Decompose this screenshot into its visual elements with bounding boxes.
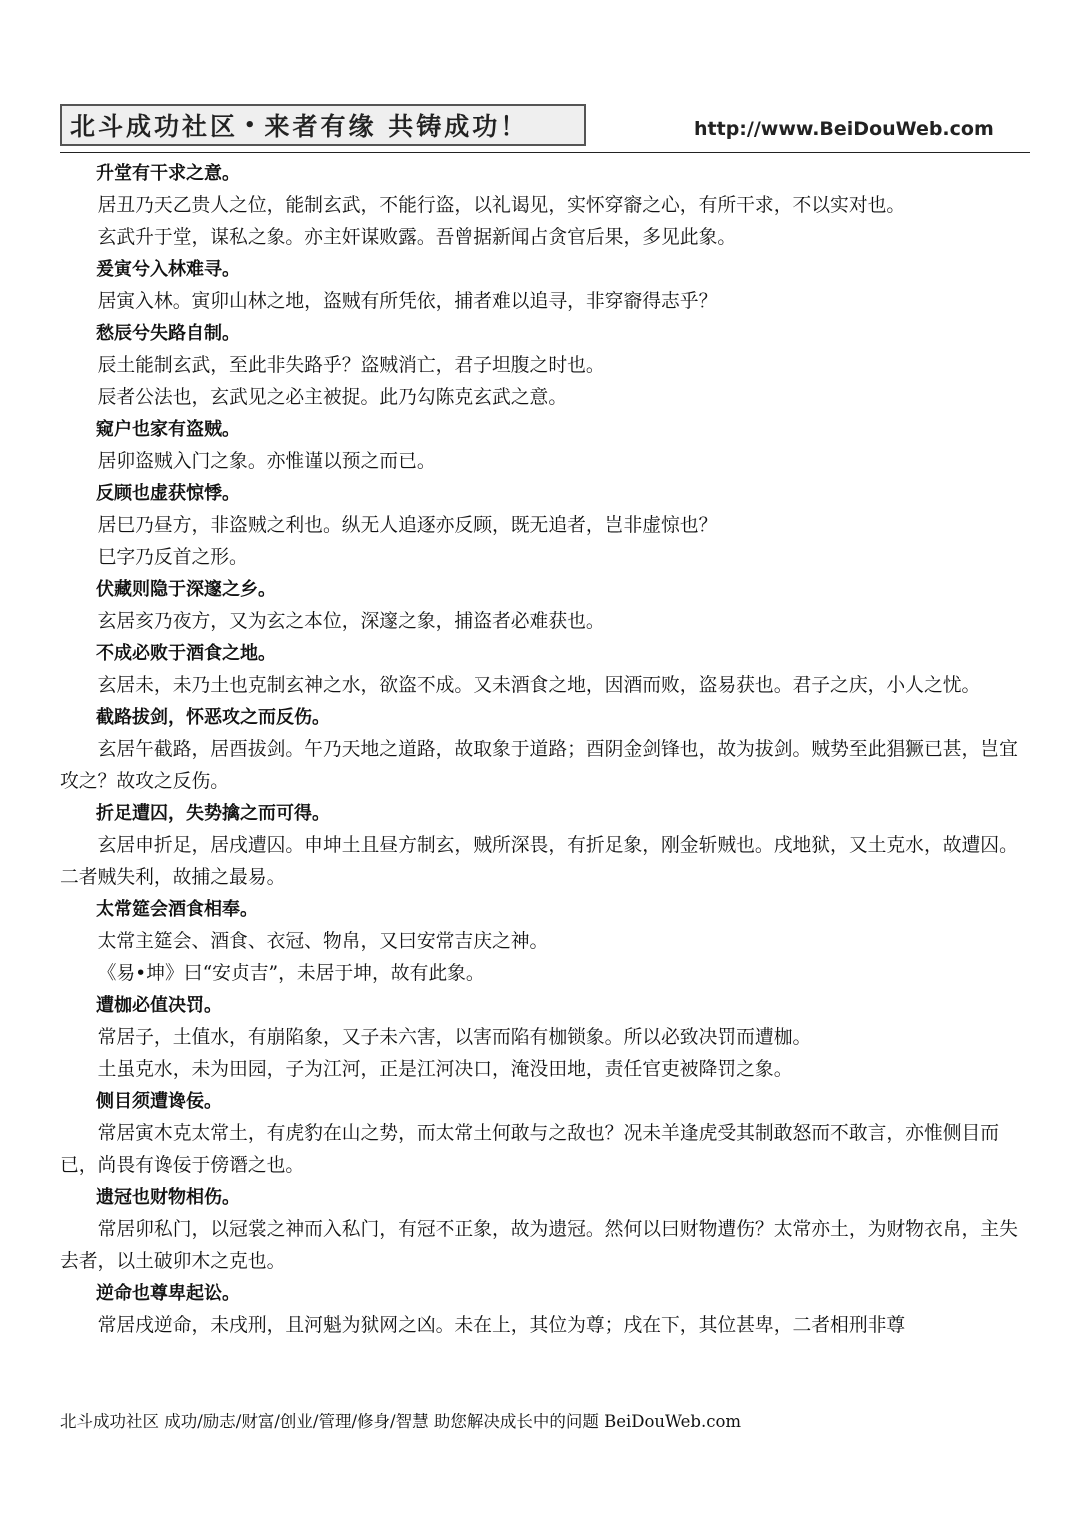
body-paragraph: 辰者公法也，玄武见之必主被捉。此乃勾陈克玄武之意。	[97, 387, 568, 408]
body-paragraph: 玄居亥乃夜方，又为玄之本位，深邃之象，捕盗者必难获也。	[97, 611, 605, 632]
body-paragraph: 常居卯私门，以冠裳之神而入私门，有冠不正象，故为遗冠。然何以曰财物遭伤？太常亦土，为财物衣帛，主失去者，以土破卯木之克也。	[60, 1219, 1018, 1272]
body-paragraph: 玄武升于堂，谋私之象。亦主奸谋败露。吾曾据新闻占贪官后果，多见此象。	[97, 227, 737, 248]
banner-separator: •	[244, 114, 259, 136]
body-paragraph: 辰土能制玄武，至此非失路乎？盗贼消亡，君子坦腹之时也。	[97, 355, 605, 376]
header-banner	[60, 104, 586, 146]
section-heading: 愁辰兮失路自制。	[96, 323, 240, 344]
section-heading: 窥户也家有盗贼。	[96, 419, 240, 440]
body-paragraph: 太常主筵会、酒食、衣冠、物帛，又曰安常吉庆之神。	[97, 931, 549, 952]
banner-slogan: 来者有缘 共铸成功！	[264, 112, 529, 141]
page-footer: 北斗成功社区 成功/励志/财富/创业/管理/修身/智慧 助您解决成长中的问题 BeiDouWeb.com	[60, 1412, 742, 1431]
section-heading: 爰寅兮入林难寻。	[96, 259, 240, 280]
section-heading: 反顾也虚获惊悸。	[96, 483, 240, 504]
section-heading: 伏藏则隐于深邃之乡。	[96, 579, 276, 600]
section-heading: 截路拔剑，怀恶攻之而反伤。	[96, 707, 330, 728]
banner-site-name: 北斗成功社区	[70, 112, 239, 141]
body-paragraph: 常居寅木克太常土，有虎豹在山之势，而太常土何敢与之敌也？况未羊逢虎受其制敢怒而不敢言，亦惟侧目而已，尚畏有谗佞于傍谮之也。	[60, 1123, 1000, 1176]
header-url[interactable]: http://www.BeiDouWeb.com	[694, 118, 994, 140]
body-paragraph: 居寅入林。寅卯山林之地，盗贼有所凭依，捕者难以追寻，非穿窬得志乎？	[97, 291, 718, 312]
section-heading: 遭枷必值决罚。	[96, 995, 222, 1016]
body-paragraph: 常居子，土值水，有崩陷象，又子未六害，以害而陷有枷锁象。所以必致决罚而遭枷。	[97, 1027, 812, 1048]
body-paragraph: 玄居午截路，居酉拔剑。午乃天地之道路，故取象于道路；酉阴金剑锋也，故为拔剑。贼势至此猖獗已甚，岂宜攻之？故攻之反伤。	[60, 739, 1018, 792]
body-paragraph: 居卯盗贼入门之象。亦惟谨以预之而已。	[97, 451, 436, 472]
body-paragraph: 玄居未，未乃土也克制玄神之水，欲盗不成。又未酒食之地，因酒而败，盗易获也。君子之庆，小人之忧。	[97, 675, 981, 696]
section-heading: 太常筵会酒食相奉。	[96, 899, 258, 920]
body-paragraph: 常居戌逆命，未戌刑，且河魁为狱网之凶。未在上，其位为尊；戌在下，其位甚卑，二者相刑非尊	[97, 1315, 906, 1336]
body-paragraph: 《易•坤》曰“安贞吉”，未居于坤，故有此象。	[97, 963, 485, 984]
section-heading: 折足遭囚，失势擒之而可得。	[96, 803, 330, 824]
document-body	[60, 158, 1028, 1342]
body-paragraph: 土虽克水，未为田园，子为江河，正是江河决口，淹没田地，责任官吏被降罚之象。	[97, 1059, 793, 1080]
body-paragraph: 居丑乃天乙贵人之位，能制玄武，不能行盗，以礼谒见，实怀穿窬之心，有所干求，不以实对也。	[97, 195, 906, 216]
section-heading: 逆命也尊卑起讼。	[96, 1283, 240, 1304]
section-heading: 升堂有干求之意。	[96, 163, 240, 184]
section-heading: 侧目须遭谗佞。	[96, 1091, 222, 1112]
body-paragraph: 居巳乃昼方，非盗贼之利也。纵无人追逐亦反顾，既无追者，岂非虚惊也？	[97, 515, 718, 536]
body-paragraph: 巳字乃反首之形。	[97, 547, 248, 568]
section-heading: 遗冠也财物相伤。	[96, 1187, 240, 1208]
body-paragraph: 玄居申折足，居戌遭囚。申坤土且昼方制玄，贼所深畏，有折足象，刚金斩贼也。戌地狱，又土克水，故遭囚。二者贼失利，故捕之最易。	[60, 835, 1018, 888]
header-rule	[60, 152, 1030, 153]
section-heading: 不成必败于酒食之地。	[96, 643, 276, 664]
